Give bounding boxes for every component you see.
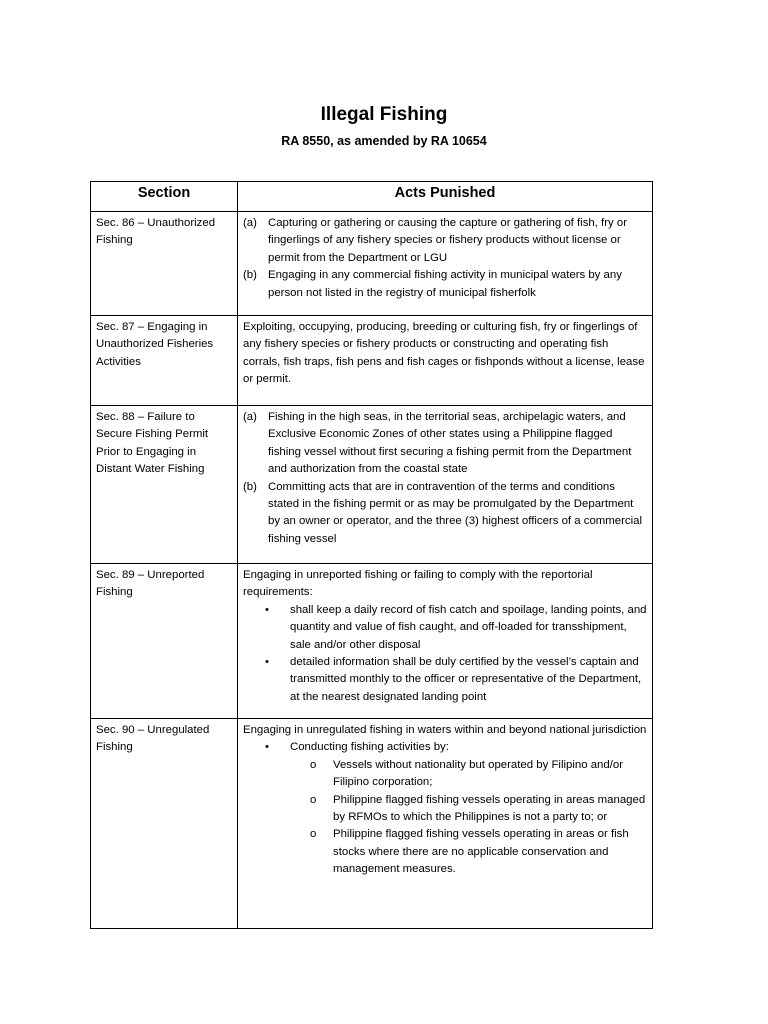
acts-cell	[238, 406, 653, 564]
acts-intro-text: Engaging in unreported fishing or failing to comply with the reportorial requirements:	[243, 569, 593, 599]
list-item	[243, 602, 647, 654]
lettered-list	[243, 215, 647, 302]
list-marker: (a)	[243, 411, 257, 423]
table-row	[91, 212, 653, 316]
list-marker: (b)	[243, 480, 257, 493]
acts-cell	[238, 212, 653, 316]
acts-cell	[238, 719, 653, 929]
header-section: Section	[91, 182, 238, 212]
list-item-text: shall keep a daily record of fish catch and spoilage, landing points, and quantity and value of fish caught, and off-loaded for transshipment, sale and/or other disposal	[290, 603, 647, 651]
circle-bullet-icon: o	[310, 793, 317, 806]
table-row	[91, 719, 653, 929]
table-header-row	[91, 182, 653, 212]
list-item-text: Conducting fishing activities by:	[290, 741, 449, 754]
list-item-text: Capturing or gathering or causing the capture or gathering of fish, fry or fingerlings of any fishery species or fishery products without license or permit from the Department or LGU	[268, 217, 628, 264]
illegal-fishing-table	[90, 181, 653, 929]
acts-cell	[238, 564, 653, 719]
list-item-text: Committing acts that are in contravention of the terms and conditions stated in the fishing permit or as may be promulgated by the Department by an owner or operator, and the three (3) highest officers of a commercial fishing vessel	[268, 480, 642, 545]
list-item	[243, 792, 647, 827]
circle-bullet-icon: o	[310, 758, 317, 771]
list-item	[243, 267, 647, 302]
list-item	[243, 479, 647, 549]
list-item-text: Vessels without nationality but operated by Filipino and/or Filipino corporation;	[333, 758, 624, 789]
list-item	[243, 215, 647, 267]
document-title: Illegal Fishing	[320, 104, 448, 125]
sub-bullet-list	[243, 757, 647, 879]
circle-bullet-icon: o	[310, 828, 317, 841]
section-cell: Sec. 89 – Unreported Fishing	[91, 564, 238, 719]
table-row	[91, 406, 653, 564]
bullet-list	[243, 602, 647, 706]
list-item	[243, 409, 647, 479]
section-cell: Sec. 90 – Unregulated Fishing	[91, 719, 238, 929]
list-item-text: Engaging in any commercial fishing activity in municipal waters by any person not listed in the registry of municipal fisherfolk	[268, 269, 622, 299]
lettered-list	[243, 409, 647, 548]
table-row	[91, 564, 653, 719]
bullet-icon: •	[265, 603, 269, 616]
acts-cell: Exploiting, occupying, producing, breeding or culturing fish, fry or fingerlings of any fishery species or fishery products or constructing and operating fish corrals, fish traps, fish pens and fish cages or fishponds without a license, lease or permit.	[238, 316, 653, 406]
bullet-icon: •	[265, 741, 269, 754]
list-item-text: Fishing in the high seas, in the territorial seas, archipelagic waters, and Exclusive Economic Zones of other states using a Philippine flagged fishing vessel without first securing a fishing permit from the Department and authorization from the coastal state	[268, 411, 632, 476]
list-item-text: detailed information shall be duly certified by the vessel’s captain and transmitted monthly to the officer or representative of the Department, at the nearest designated landing point	[290, 656, 642, 703]
section-cell: Sec. 87 – Engaging in Unauthorized Fisheries Activities	[91, 316, 238, 406]
section-cell: Sec. 88 – Failure to Secure Fishing Permit Prior to Engaging in Distant Water Fishing	[91, 406, 238, 564]
list-marker: (a)	[243, 217, 257, 229]
section-cell: Sec. 86 – Unauthorized Fishing	[91, 212, 238, 316]
bullet-list	[243, 739, 647, 756]
acts-intro-text: Engaging in unregulated fishing in waters within and beyond national jurisdiction	[243, 724, 647, 736]
list-item	[243, 654, 647, 706]
list-item-text: Philippine flagged fishing vessels operating in areas or fish stocks where there are no applicable conservation and management measures.	[333, 828, 629, 876]
list-item	[243, 826, 647, 878]
list-marker: (b)	[243, 269, 257, 282]
list-item-text: Philippine flagged fishing vessels operating in areas managed by RFMOs to which the Philippines is not a party to; or	[333, 793, 646, 824]
list-item	[243, 757, 647, 792]
table-row	[91, 316, 653, 406]
document-subtitle: RA 8550, as amended by RA 10654	[281, 134, 487, 148]
bullet-icon: •	[265, 656, 269, 669]
list-item	[243, 739, 647, 756]
header-acts-punished: Acts Punished	[238, 182, 653, 212]
